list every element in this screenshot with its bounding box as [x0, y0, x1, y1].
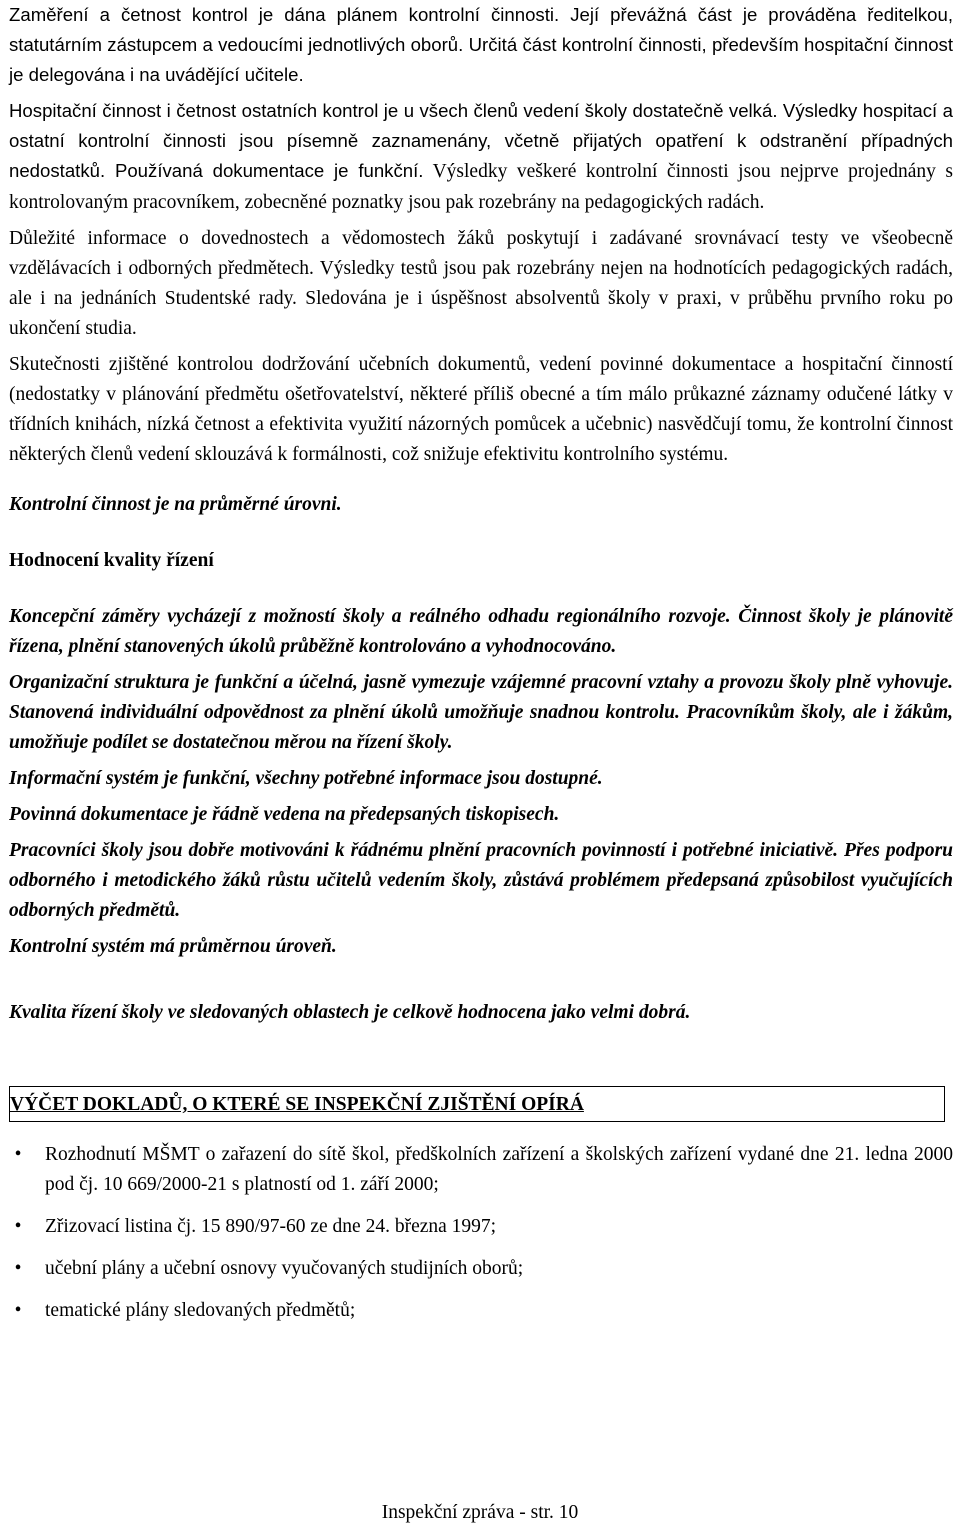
evidence-heading: VÝČET DOKLADŮ, O KTERÉ SE INSPEKČNÍ ZJIŠTĚNÍ OPÍRÁ	[10, 1094, 584, 1115]
paragraph-tests-info: Důležité informace o dovednostech a vědomostech žáků poskytují i zadávané srovnávací testy ve všeobecně vzdělávacích i odborných předmětech. Výsledky testů jsou pak rozebrány nejen na hodnotících pedagogických radách, ale i na jednáních Studentské rady. Sledována je i úspěšnost absolventů školy v praxi, v průběhu prvního roku po ukončení studia.	[9, 228, 953, 339]
management-information-system: Informační systém je funkční, všechny potřebné informace jsou dostupné.	[9, 768, 603, 789]
list-item	[9, 1254, 953, 1284]
management-motivation: Pracovníci školy jsou dobře motivováni k řádnému plnění pracovních povinností i potřebné iniciativě. Přes podporu odborného i metodického žáků růstu učitelů vedením školy, zůstává problémem předepsaná způsobilost vyučujících odborných předmětů.	[9, 840, 953, 921]
paragraph-control-scope: Zaměření a četnost kontrol je dána plánem kontrolní činnosti. Její převážná část je prováděna ředitelkou, statutárním zástupcem a vedoucími jednotlivých oborů. Určitá část kontrolní činnosti, především hospitační činnost je delegována i na uvádějící učitele.	[9, 4, 953, 85]
list-item-text: učební plány a učební osnovy vyučovaných studijních oborů;	[45, 1258, 524, 1279]
section-heading-management: Hodnocení kvality řízení	[9, 550, 214, 571]
evidence-heading-box	[9, 1086, 945, 1122]
management-structure: Organizační struktura je funkční a účelná, jasně vymezuje vzájemné pracovní vztahy a provozu školy plně vyhovuje. Stanovená individuální odpovědnost za plnění úkolů umožňuje snadnou kontrolu. Pracovníkům školy, ale i žákům, umožňuje podílet se dostatečnou měrou na řízení školy.	[9, 672, 953, 753]
bullet-icon: •	[14, 1258, 22, 1279]
page-footer: Inspekční zpráva - str. 10	[381, 1502, 579, 1523]
list-item-text: Rozhodnutí MŠMT o zařazení do sítě škol, předškolních zařízení a školských zařízení vydané dne 21. ledna 2000 pod čj. 10 669/2000-21 s platností od 1. září 2000;	[45, 1144, 953, 1195]
evidence-list	[9, 1140, 953, 1326]
list-item	[9, 1212, 953, 1242]
bullet-icon: •	[14, 1144, 22, 1165]
paragraph-control-findings: Skutečnosti zjištěné kontrolou dodržování učebních dokumentů, vedení povinné dokumentace a hospitační činností (nedostatky v plánování předmětu ošetřovatelství, některé příliš obecné a tím málo průkazné záznamy odučené látky v třídních knihách, nízká četnost a efektivita využití názorných pomůcek a učebnic) nasvědčují tomu, že kontrolní činnost některých členů vedení sklouzává k formálnosti, což snižuje efektivitu kontrolního systému.	[9, 354, 953, 465]
management-concept: Koncepční záměry vycházejí z možností školy a reálného odhadu regionálního rozvoje. Činnost školy je plánovitě řízena, plnění stanovených úkolů průběžně kontrolováno a vyhodnocováno.	[9, 606, 953, 657]
list-item	[9, 1140, 953, 1200]
control-summary: Kontrolní činnost je na průměrné úrovni.	[9, 494, 342, 515]
list-item	[9, 1296, 953, 1326]
paragraph-hospitation-results-part2: Výsledky veškeré kontrolní činnosti jsou nejprve projednány s kontrolovaným pracovníkem, zobecněné poznatky jsou pak rozebrány na pedagogických radách.	[9, 161, 953, 213]
overall-evaluation: Kvalita řízení školy ve sledovaných oblastech je celkově hodnocena jako velmi dobrá.	[9, 1002, 691, 1023]
list-item-text: Zřizovací listina čj. 15 890/97-60 ze dne 24. března 1997;	[45, 1216, 497, 1237]
management-control-system: Kontrolní systém má průměrnou úroveň.	[9, 936, 337, 957]
management-documentation: Povinná dokumentace je řádně vedena na předepsaných tiskopisech.	[9, 804, 560, 825]
bullet-icon: •	[14, 1216, 22, 1237]
bullet-icon: •	[14, 1300, 22, 1321]
paragraph-hospitation-results-part1: Hospitační činnost i četnost ostatních kontrol je u všech členů vedení školy dostatečně velká. Výsledky hospitací a ostatní kontrolní činnosti jsou písemně zaznamenány, včetně přijatých opatření k odstranění případných nedostatků. Používaná dokumentace je funkční.	[9, 100, 953, 181]
document-page	[9, 0, 953, 1338]
list-item-text: tematické plány sledovaných předmětů;	[45, 1300, 356, 1321]
paragraph-hospitation-results	[9, 96, 953, 218]
